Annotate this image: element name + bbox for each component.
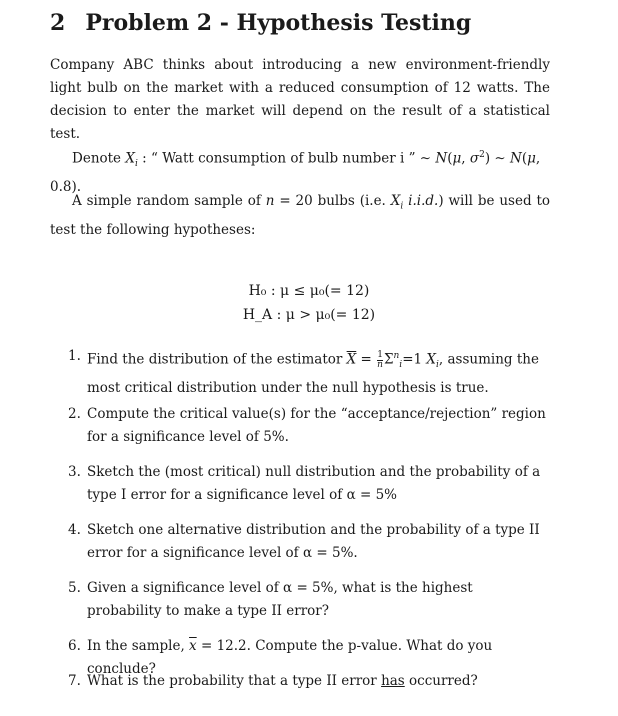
intro-paragraph: Company ABC thinks about introducing a new environment-friendly light bulb on the market with a reduced consumption of 12 watts. The decision to enter the market will depend on the result of a statistical test. bbox=[50, 57, 550, 142]
question-text: What is the probability that a type II error bbox=[87, 673, 377, 689]
question-text: Sketch one alternative distribution and the probability of a type II error for a significance level of α = 5%. bbox=[87, 522, 540, 561]
question-number: 7. bbox=[68, 673, 81, 689]
question-text-2: = 12.2. Compute the p-value. What do you conclude? bbox=[87, 638, 493, 677]
question-7 bbox=[68, 670, 546, 693]
question-text-2: , assuming the most critical distribution under the null hypothesis is true. bbox=[87, 351, 539, 397]
question-4 bbox=[68, 519, 546, 565]
question-6: 6. In the sample, $\overline{x} = 12.2$. Compute the p-value. What do you conclude? bbox=[68, 635, 546, 681]
question-number: 4. bbox=[68, 522, 81, 538]
question-text: Find the distribution of the estimator bbox=[87, 351, 343, 368]
underlined-word: has bbox=[381, 673, 405, 689]
sample-text-2: bulbs (i.e. bbox=[317, 193, 386, 209]
question-text: In the sample, bbox=[87, 638, 185, 654]
section-number: 2 bbox=[50, 10, 66, 36]
question-5 bbox=[68, 577, 546, 623]
denote-definition: “ Watt consumption of bulb number i ” bbox=[151, 150, 416, 167]
question-number: 3. bbox=[68, 464, 81, 480]
question-3 bbox=[68, 461, 546, 507]
sample-paragraph: A simple random sample of n = 20 bulbs (i.e. $X_i$ i.i.d.) will be used to test the following hypotheses: bbox=[50, 193, 551, 238]
denote-prefix: Denote bbox=[72, 150, 122, 167]
null-hypothesis: H₀ : μ ≤ μ₀(= 12) bbox=[248, 283, 370, 299]
question-1: 1. Find the distribution of the estimator $\overline{X}$ = $\frac{1}{n}$ $\Sigma^n_i=1$ $X_i$, assuming the most critical distribution under the null hypothesis is true. bbox=[68, 345, 546, 400]
denote-paragraph: Denote $X_i$ : “ Watt consumption of bulb number i ” ∼ N(μ, $\sigma^2$) ∼ N(μ, 0.8). bbox=[50, 150, 541, 196]
question-text: Given a significance level of α = 5%, what is the highest probability to make a type II error? bbox=[87, 580, 473, 619]
sample-text-3: will be used to test the following hypotheses: bbox=[50, 193, 551, 238]
section-title: Problem 2 - Hypothesis Testing bbox=[85, 10, 472, 36]
question-number: 6. bbox=[68, 638, 81, 654]
question-text-2: occurred? bbox=[409, 673, 478, 689]
question-number: 5. bbox=[68, 580, 81, 596]
question-number: 1. bbox=[68, 348, 81, 364]
alternative-hypothesis: H_A : μ > μ₀(= 12) bbox=[242, 307, 376, 323]
question-text: Compute the critical value(s) for the “acceptance/rejection” region for a significance level of 5%. bbox=[87, 406, 546, 445]
sample-text: A simple random sample of bbox=[72, 193, 261, 209]
question-number: 2. bbox=[68, 406, 81, 422]
question-2 bbox=[68, 403, 546, 449]
question-text: Sketch the (most critical) null distribution and the probability of a type I error for a significance level of α = 5% bbox=[87, 464, 541, 503]
section-heading bbox=[50, 10, 471, 36]
